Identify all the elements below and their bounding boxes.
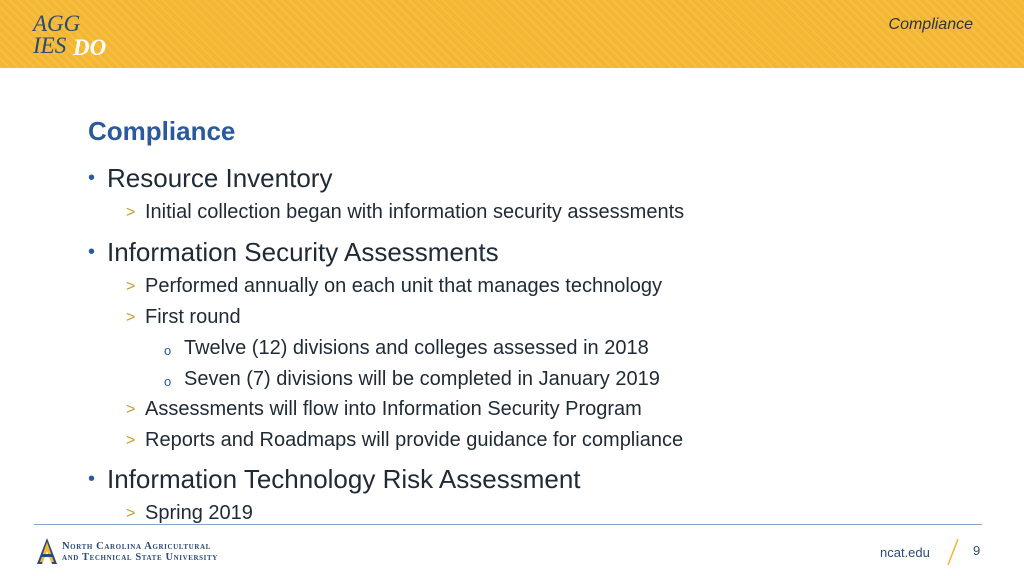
sub-sub-bullet-text: Twelve (12) divisions and colleges assessed in 2018 bbox=[184, 337, 649, 359]
footer-divider bbox=[34, 524, 982, 525]
sub-bullet-text: Reports and Roadmaps will provide guidance for compliance bbox=[145, 429, 684, 451]
sub-bullet-item bbox=[126, 275, 662, 298]
bullet-item bbox=[88, 163, 332, 194]
sub-bullet-item bbox=[126, 201, 684, 224]
sub-bullet-item bbox=[126, 398, 642, 421]
circle-marker: o bbox=[164, 343, 172, 358]
sub-sub-bullet-text: Seven (7) divisions will be completed in January 2019 bbox=[184, 368, 660, 390]
bullet-item bbox=[88, 237, 499, 268]
university-name bbox=[62, 541, 218, 563]
bullet-text: Information Security Assessments bbox=[107, 237, 499, 267]
sub-sub-bullet-item bbox=[164, 337, 649, 360]
logo-line-2: IES bbox=[33, 33, 67, 58]
slide-title: Compliance bbox=[88, 116, 236, 146]
sub-sub-bullet-item bbox=[164, 368, 660, 391]
bullet-text: Resource Inventory bbox=[107, 163, 333, 193]
bullet-marker: • bbox=[88, 468, 96, 490]
logo-line-3: DO bbox=[73, 35, 107, 60]
bullet-text: Information Technology Risk Assessment bbox=[107, 464, 581, 494]
sub-bullet-marker: > bbox=[126, 309, 136, 326]
sub-bullet-item bbox=[126, 502, 253, 525]
slash-divider-icon bbox=[945, 537, 961, 567]
logo-line-1: AGG bbox=[33, 11, 81, 36]
sub-bullet-marker: > bbox=[126, 204, 136, 221]
sub-bullet-text: Assessments will flow into Information Security Program bbox=[145, 398, 642, 420]
aggie-a-icon bbox=[36, 537, 58, 565]
sub-bullet-text: Spring 2019 bbox=[145, 502, 253, 524]
sub-bullet-marker: > bbox=[126, 505, 136, 522]
bullet-item bbox=[88, 464, 581, 495]
footer-url[interactable]: ncat.edu bbox=[880, 545, 930, 560]
sub-bullet-marker: > bbox=[126, 278, 136, 295]
bullet-marker: • bbox=[88, 241, 96, 263]
sub-bullet-text: First round bbox=[145, 306, 241, 328]
university-line-1: North Carolina Agricultural bbox=[62, 541, 211, 552]
sub-bullet-text: Performed annually on each unit that manages technology bbox=[145, 275, 663, 297]
page-number: 9 bbox=[973, 543, 981, 558]
circle-marker: o bbox=[164, 374, 172, 389]
sub-bullet-item bbox=[126, 306, 241, 329]
sub-bullet-marker: > bbox=[126, 432, 136, 449]
section-label: Compliance bbox=[888, 16, 973, 33]
bullet-marker: • bbox=[88, 167, 96, 189]
university-line-2: and Technical State University bbox=[62, 552, 218, 563]
sub-bullet-marker: > bbox=[126, 401, 136, 418]
sub-bullet-item bbox=[126, 429, 683, 452]
sub-bullet-text: Initial collection began with information security assessments bbox=[145, 201, 685, 223]
